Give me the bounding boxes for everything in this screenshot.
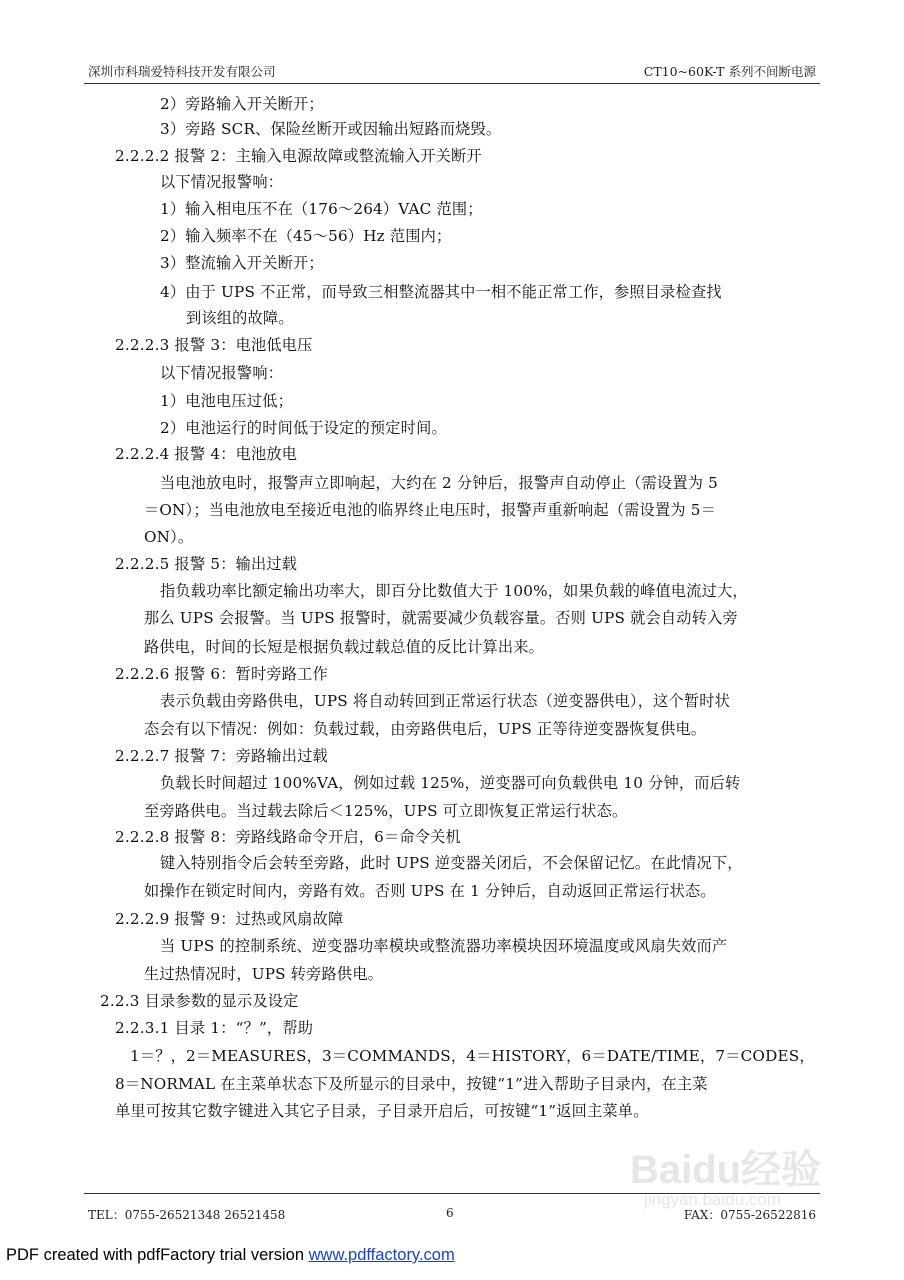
- text-line: 3）整流输入开关断开；: [160, 254, 324, 272]
- section-heading: 2.2.2.6 报警 6：暂时旁路工作: [115, 665, 328, 683]
- text-line: 指负载功率比额定输出功率大，即百分比数值大于 100%，如果负载的峰值电流过大，: [160, 582, 748, 600]
- text-line: 1＝？，2＝MEASURES，3＝COMMANDS，4＝HISTORY，6＝DATE/TIME，7＝CODES，: [130, 1047, 815, 1065]
- text-line: 以下情况报警响：: [160, 364, 284, 382]
- section-heading: 2.2.2.8 报警 8：旁路线路命令开启，6＝命令关机: [115, 828, 461, 846]
- pdf-creator-note: [6, 1246, 455, 1265]
- text-line: 3）旁路 SCR、保险丝断开或因输出短路而烧毁。: [160, 120, 502, 138]
- text-line: 单里可按其它数字键进入其它子目录，子目录开启后，可按键“1”返回主菜单。: [115, 1102, 649, 1120]
- text-line: 那么 UPS 会报警。当 UPS 报警时，就需要减少负载容量。否则 UPS 就会自动转入旁: [144, 609, 738, 627]
- pdffactory-link[interactable]: www.pdffactory.com: [308, 1246, 455, 1264]
- text-line: 1）电池电压过低；: [160, 392, 293, 410]
- section-heading: 2.2.3 目录参数的显示及设定: [100, 992, 299, 1010]
- text-line: 负载长时间超过 100%VA，例如过载 125%，逆变器可向负载供电 10 分钟，而后转: [160, 774, 741, 792]
- text-line: 以下情况报警响：: [160, 173, 284, 191]
- section-heading: 2.2.2.4 报警 4：电池放电: [115, 445, 298, 463]
- section-heading: 2.2.2.7 报警 7：旁路输出过载: [115, 747, 328, 765]
- pdf-note-text: PDF created with pdfFactory trial version: [6, 1246, 309, 1264]
- text-line: 如操作在锁定时间内，旁路有效。否则 UPS 在 1 分钟后，自动返回正常运行状态。: [144, 882, 716, 900]
- text-line: 8＝NORMAL 在主菜单状态下及所显示的目录中，按键“1”进入帮助子目录内，在主菜: [115, 1075, 708, 1093]
- footer-divider: [84, 1193, 820, 1194]
- text-line: 表示负载由旁路供电，UPS 将自动转回到正常运行状态（逆变器供电），这个暂时状: [160, 692, 731, 710]
- text-line: 1）输入相电压不在（176～264）VAC 范围；: [160, 200, 483, 218]
- text-line: 2）旁路输入开关断开；: [160, 95, 324, 113]
- text-line: 到该组的故障。: [186, 309, 294, 327]
- section-heading: 2.2.2.9 报警 9：过热或风扇故障: [115, 910, 344, 928]
- text-line: ＝ON）；当电池放电至接近电池的临界终止电压时，报警声重新响起（需设置为 5＝: [144, 501, 716, 519]
- header-divider: [84, 83, 820, 84]
- text-line: 生过热情况时，UPS 转旁路供电。: [144, 965, 384, 983]
- watermark-site: jingyan.baidu.com: [644, 1190, 782, 1209]
- header-company: 深圳市科瑞爱特科技开发有限公司: [88, 64, 276, 79]
- page-number: 6: [446, 1206, 454, 1220]
- section-heading: 2.2.3.1 目录 1：“？”，帮助: [115, 1019, 314, 1037]
- text-line: 至旁路供电。当过载去除后＜125%，UPS 可立即恢复正常运行状态。: [144, 802, 628, 820]
- text-line: 键入特别指令后会转至旁路，此时 UPS 逆变器关闭后，不会保留记忆。在此情况下，: [160, 854, 743, 872]
- footer-fax: FAX：0755-26522816: [683, 1208, 816, 1222]
- text-line: ON）。: [144, 528, 194, 546]
- section-heading: 2.2.2.5 报警 5：输出过载: [115, 555, 298, 573]
- header-product: CT10~60K-T 系列不间断电源: [643, 64, 816, 79]
- text-line: 2）输入频率不在（45～56）Hz 范围内；: [160, 227, 452, 245]
- text-line: 当 UPS 的控制系统、逆变器功率模块或整流器功率模块因环境温度或风扇失效而产: [160, 937, 728, 955]
- section-heading: 2.2.2.2 报警 2：主输入电源故障或整流输入开关断开: [115, 147, 482, 165]
- text-line: 当电池放电时，报警声立即响起，大约在 2 分钟后，报警声自动停止（需设置为 5: [160, 474, 718, 492]
- text-line: 路供电，时间的长短是根据负载过载总值的反比计算出来。: [144, 638, 545, 656]
- footer-tel: TEL：0755-26521348 26521458: [88, 1208, 286, 1222]
- text-line: 态会有以下情况：例如：负载过载，由旁路供电后，UPS 正等待逆变器恢复供电。: [144, 720, 707, 738]
- watermark-brand: Baidu经验: [630, 1148, 822, 1192]
- text-line: 4）由于 UPS 不正常，而导致三相整流器其中一相不能正常工作，参照目录检查找: [160, 283, 722, 301]
- text-line: 2）电池运行的时间低于设定的预定时间。: [160, 419, 447, 437]
- section-heading: 2.2.2.3 报警 3：电池低电压: [115, 336, 313, 354]
